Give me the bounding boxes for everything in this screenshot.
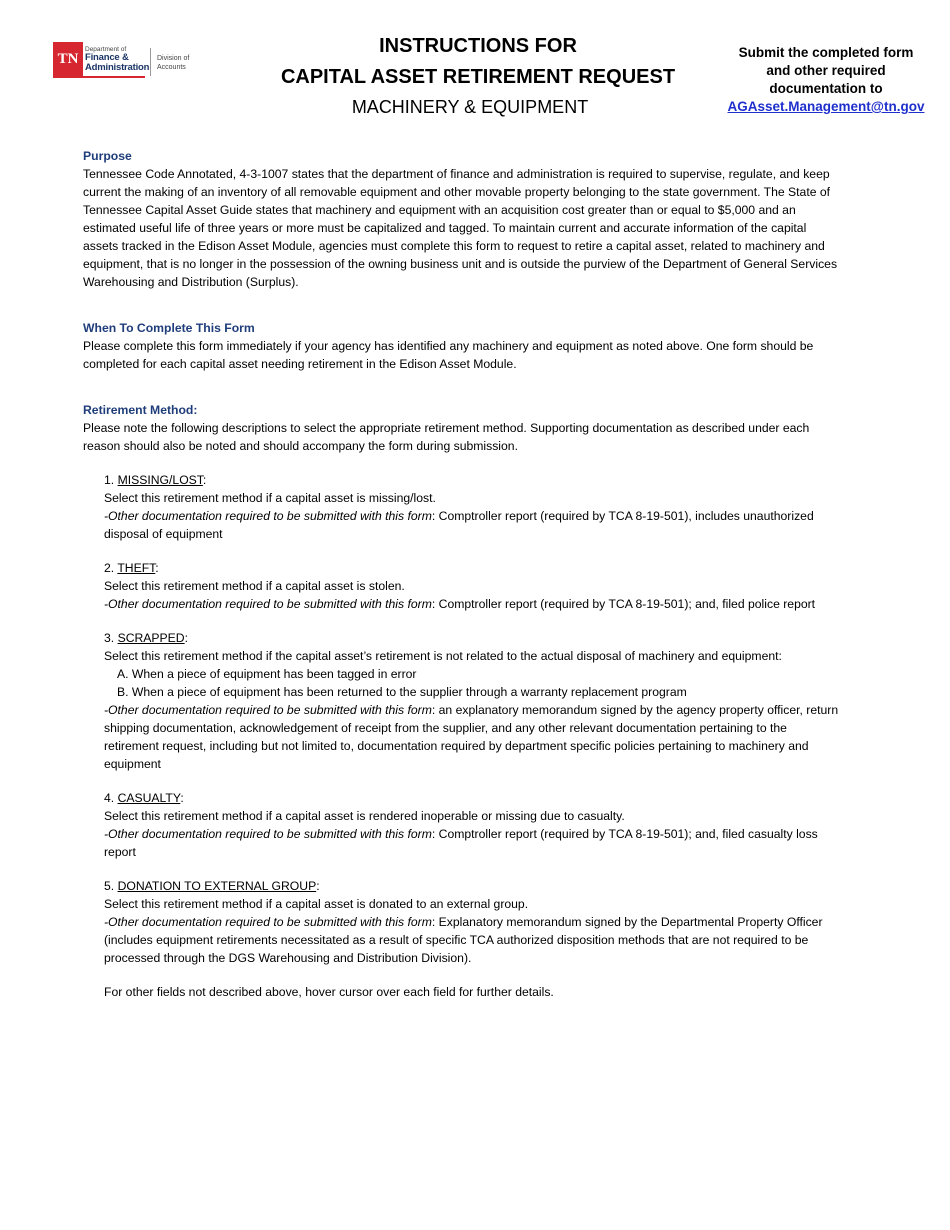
footer-note: For other fields not described above, hover cursor over each field for further details. [104, 985, 554, 999]
method-casualty: 4. CASUALTY: Select this retirement method if a capital asset is rendered inoperable or missing due to casualty. -Other documentation required to be submitted with this form: Comptroller report (required by TCA 8-19-501); and, filed casualty loss report [104, 789, 843, 861]
method-description: Select this retirement method if a capital asset is stolen. [104, 579, 405, 593]
method-description: Select this retirement method if a capital asset is donated to an external group. [104, 897, 529, 911]
method-scrapped: 3. SCRAPPED: Select this retirement method if the capital asset’s retirement is not related to the actual disposal of machinery and equipment: A. When a piece of equipment has been tagged in error B. When a piece of equipment has been returned to the supplier through a warranty replacement program -Other documentation required to be submitted with this form: an explanatory memorandum signed by the agency property officer, return shipping documentation, acknowledgement of receipt from the supplier, and any other relevant documentation pertaining to the retirement request, including but not limited to, documentation required by department specific policies pertaining to machinery and equipment [104, 629, 843, 773]
purpose-heading: Purpose [83, 149, 132, 163]
page-subtitle: MACHINERY & EQUIPMENT [351, 97, 589, 117]
method-theft: 2. THEFT: Select this retirement method if a capital asset is stolen. -Other documentation required to be submitted with this form: Comptroller report (required by TCA 8-19-501); and, filed police report [104, 559, 843, 613]
purpose-section [83, 147, 843, 291]
when-section [83, 319, 843, 373]
when-heading: When To Complete This Form [83, 321, 255, 335]
method-name: SCRAPPED [117, 631, 185, 645]
submit-instructions: Submit the completed form and other required documentation to AGAsset.Management@tn.gov [727, 45, 925, 114]
method-name: MISSING/LOST [117, 473, 203, 487]
method-documentation: -Other documentation required to be submitted with this form: Comptroller report (required by TCA 8-19-501); and, filed casualty loss report [104, 827, 818, 859]
page-title-line2: CAPITAL ASSET RETIREMENT REQUEST [280, 66, 676, 88]
department-logo [53, 42, 203, 82]
instructions-body [83, 147, 843, 1001]
page-title-line1: INSTRUCTIONS FOR [379, 35, 577, 57]
purpose-text: Tennessee Code Annotated, 4-3-1007 states that the department of finance and administration is required to supervise, regulate, and keep current the making of an inventory of all removable equipment and other movable property belonging to the state government. The State of Tennessee Capital Asset Guide states that machinery and equipment with an acquisition cost greater than or equal to $5,000 and an estimated useful life of three years or more must be capitalized and tagged. To maintain current and accurate information of the capital assets tracked in the Edison Asset Module, agencies must complete this form to request to retire a capital asset, related to machinery and equipment, that is no longer in the possession of the owning business unit and is outside the purview of the Department of General Services Warehousing and Distribution (Surplus). [83, 167, 838, 289]
method-donation: 5. DONATION TO EXTERNAL GROUP: Select this retirement method if a capital asset is donated to an external group. -Other documentation required to be submitted with this form: Explanatory memorandum signed by the Departmental Property Officer (includes equipment retirements necessitated as a result of specific TCA authorized disposition methods that are not required to be processed through the DGS Warehousing and Distribution Division). [104, 877, 843, 967]
method-missing-lost: 1. MISSING/LOST: Select this retirement method if a capital asset is missing/lost. -Other documentation required to be submitted with this form: Comptroller report (required by TCA 8-19-501), includes unauthorized disposal of equipment [104, 471, 843, 543]
tn-logo-mark: TN [53, 42, 83, 76]
logo-department-name: Finance & Administration [85, 52, 150, 73]
method-documentation: -Other documentation required to be submitted with this form: Comptroller report (required by TCA 8-19-501); and, filed police report [104, 597, 816, 611]
retirement-intro: Please note the following descriptions to select the appropriate retirement method. Supporting documentation as described under each reason should also be noted and should accompany the form during submission. [83, 421, 810, 453]
method-documentation: -Other documentation required to be submitted with this form: Explanatory memorandum signed by the Departmental Property Officer (includes equipment retirements necessitated as a result of specific TCA authorized disposition methods that are not required to be processed through the DGS Warehousing and Distribution Division). [104, 915, 823, 965]
retirement-methods-list [104, 471, 843, 1001]
logo-division-label: Division of Accounts [157, 55, 190, 71]
retirement-heading: Retirement Method: [83, 403, 198, 417]
method-documentation: -Other documentation required to be submitted with this form: an explanatory memorandum signed by the agency property officer, return shipping documentation, acknowledgement of receipt from the supplier, and any other relevant documentation pertaining to the retirement request, including but not limited to, documentation required by department specific policies pertaining to machinery and equipment [104, 703, 839, 771]
method-sub-item-a: A. When a piece of equipment has been tagged in error [117, 667, 417, 681]
method-description: Select this retirement method if a capital asset is missing/lost. [104, 491, 436, 505]
method-sub-item-b: B. When a piece of equipment has been returned to the supplier through a warranty replacement program [117, 685, 687, 699]
logo-underline [53, 76, 145, 78]
when-text: Please complete this form immediately if your agency has identified any machinery and equipment as noted above. One form should be completed for each capital asset needing retirement in the Edison Asset Module. [83, 339, 814, 371]
method-name: DONATION TO EXTERNAL GROUP [117, 879, 317, 893]
logo-department-label: Department of [85, 46, 127, 53]
logo-divider [150, 48, 151, 76]
retirement-section [83, 401, 843, 1001]
method-documentation: -Other documentation required to be submitted with this form: Comptroller report (required by TCA 8-19-501), includes unauthorized disposal of equipment [104, 509, 814, 541]
method-description: Select this retirement method if the capital asset’s retirement is not related to the actual disposal of machinery and equipment: [104, 649, 782, 663]
method-description: Select this retirement method if a capital asset is rendered inoperable or missing due to casualty. [104, 809, 625, 823]
method-name: CASUALTY [117, 791, 181, 805]
method-name: THEFT [117, 561, 156, 575]
submission-email-link[interactable]: AGAsset.Management@tn.gov [727, 99, 925, 114]
